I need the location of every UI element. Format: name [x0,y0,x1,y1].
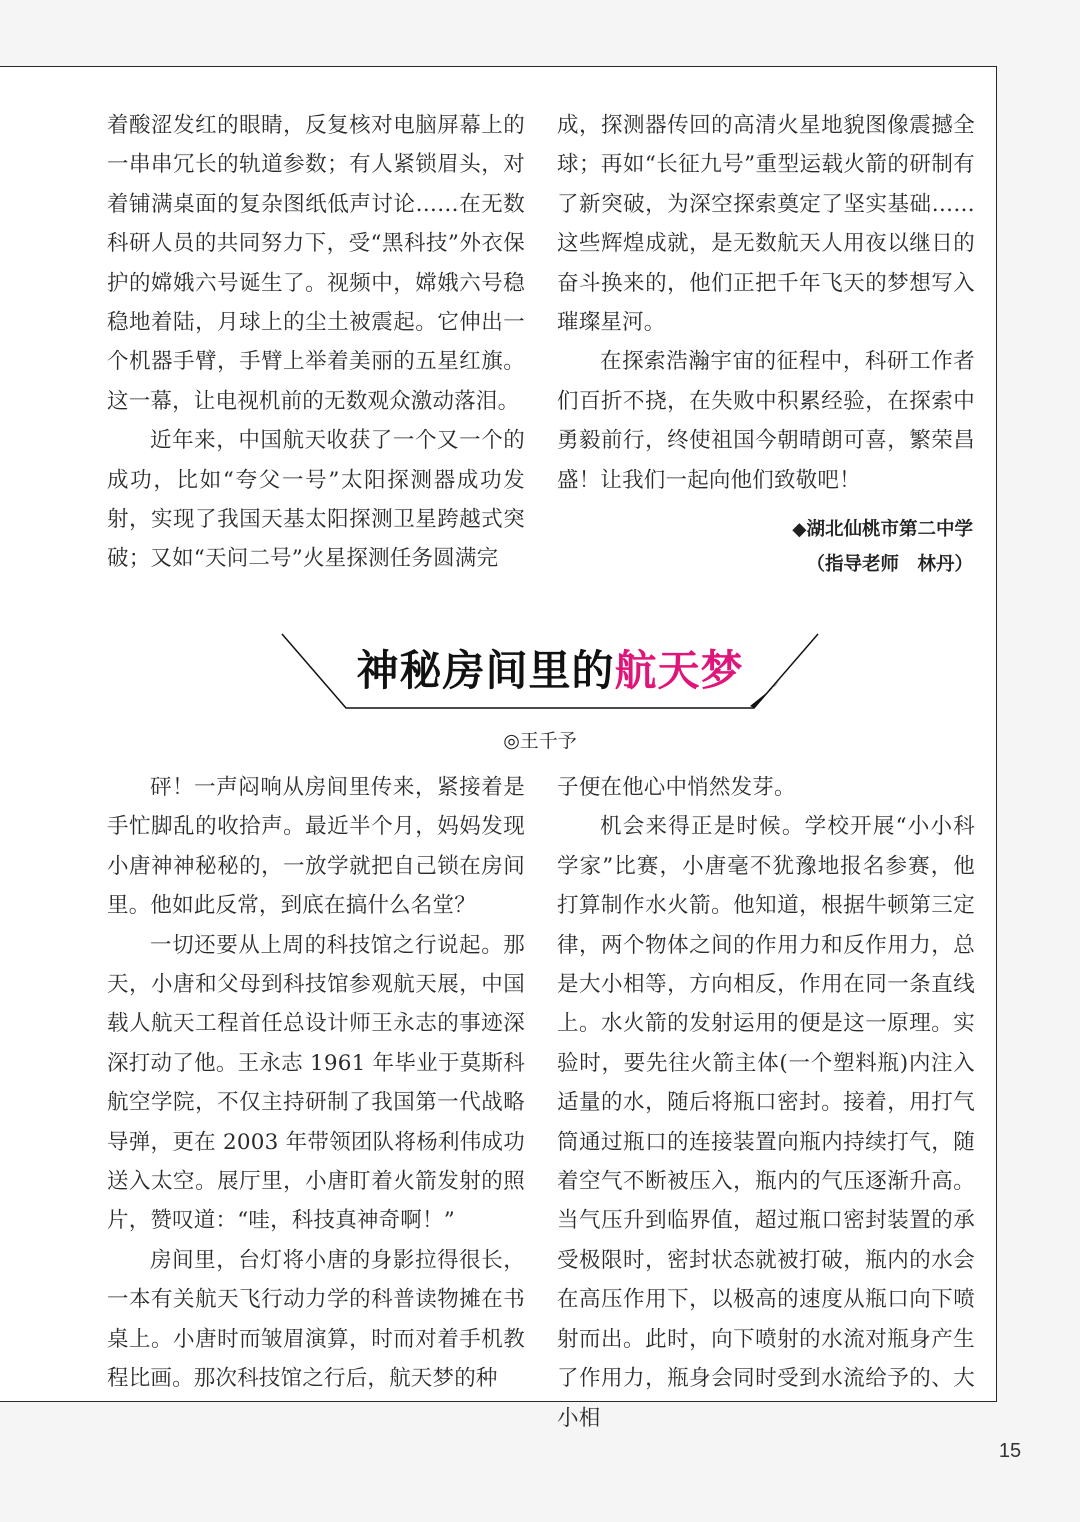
article2-title [280,638,820,698]
signature-school: ◆湖北仙桃市第二中学 [792,519,973,540]
article2-paragraph: 机会来得正是时候。学校开展“小小科学家”比赛，小唐毫不犹豫地报名参赛，他打算制作水火箭。他知道，根据牛顿第三定律，两个物体之间的作用力和反作用力，总是大小相等，方向相反，作用在同一条直线上。水火箭的发射运用的便是这一原理。实验时，要先往火箭主体(一个塑料瓶)内注入适量的水，随后将瓶口密封。接着，用打气筒通过瓶口的连接装置向瓶内持续打气，随着空气不断被压入，瓶内的气压逐渐升高。当气压升到临界值，超过瓶口密封装置的承受极限时，密封状态就被打破，瓶内的水会在高压作用下，以极高的速度从瓶口向下喷射而出。此时，向下喷射的水流对瓶身产生了作用力，瓶身会同时受到水流给予的、大小相 [557,814,975,1431]
article1-left-column [107,106,525,579]
signature-teacher: （指导老师 林丹） [806,554,973,575]
title-part1: 神秘房间里的 [356,646,615,695]
page-number: 15 [998,1440,1022,1462]
article2-paragraph: 子便在他心中悄然发芽。 [557,775,796,800]
article1-paragraph: 着酸涩发红的眼睛，反复核对电脑屏幕上的一串串冗长的轨道参数；有人紧锁眉头，对着铺满桌面的复杂图纸低声讨论……在无数科研人员的共同努力下，受“黑科技”外衣保护的嫦娥六号诞生了。视频中，嫦娥六号稳稳地着陆，月球上的尘土被震起。它伸出一个机器手臂，手臂上举着美丽的五星红旗。这一幕，让电视机前的无数观众激动落泪。 [107,113,525,414]
article1-right-column [557,106,975,500]
article2-left-column [107,768,525,1399]
article1-paragraph: 近年来，中国航天收获了一个又一个的成功，比如“夸父一号”太阳探测器成功发射，实现了我国天基太阳探测卫星跨越式突破；又如“天问二号”火星探测任务圆满完 [107,428,525,572]
article1-paragraph: 成，探测器传回的高清火星地貌图像震撼全球；再如“长征九号”重型运载火箭的研制有了新突破，为深空探索奠定了坚实基础……这些辉煌成就，是无数航天人用夜以继日的奋斗换来的，他们正把千年飞天的梦想写入璀璨星河。 [557,113,975,336]
article2-paragraph: 房间里，台灯将小唐的身影拉得很长，一本有关航天飞行动力学的科普读物摊在书桌上。小唐时而皱眉演算，时而对着手机教程比画。那次科技馆之行后，航天梦的种 [107,1247,525,1392]
title-part2-highlight: 航天梦 [614,646,744,695]
article2-author: ◎王千予 [503,730,577,752]
article2-paragraph: 一切还要从上周的科技馆之行说起。那天，小唐和父母到科技馆参观航天展，中国载人航天工程首任总设计师王永志的事迹深深打动了他。王永志 1961 年毕业于莫斯科航空学院，不仅主持研制了我国第一代战略导弹，更在 2003 年带领团队将杨利伟成功送入太空。展厅里，小唐盯着火箭发射的照片，赞叹道：“哇，科技真神奇啊！” [107,932,525,1234]
article1-paragraph: 在探索浩瀚宇宙的征程中，科研工作者们百折不挠，在失败中积累经验，在探索中勇毅前行，终使祖国今朝晴朗可喜，繁荣昌盛！让我们一起向他们致敬吧！ [557,349,975,493]
article2-paragraph: 砰！一声闷响从房间里传来，紧接着是手忙脚乱的收拾声。最近半个月，妈妈发现小唐神神秘秘的，一放学就把自己锁在房间里。他如此反常，到底在搞什么名堂？ [107,775,525,919]
article2-right-column [557,768,975,1438]
article2-title-banner [280,630,820,710]
